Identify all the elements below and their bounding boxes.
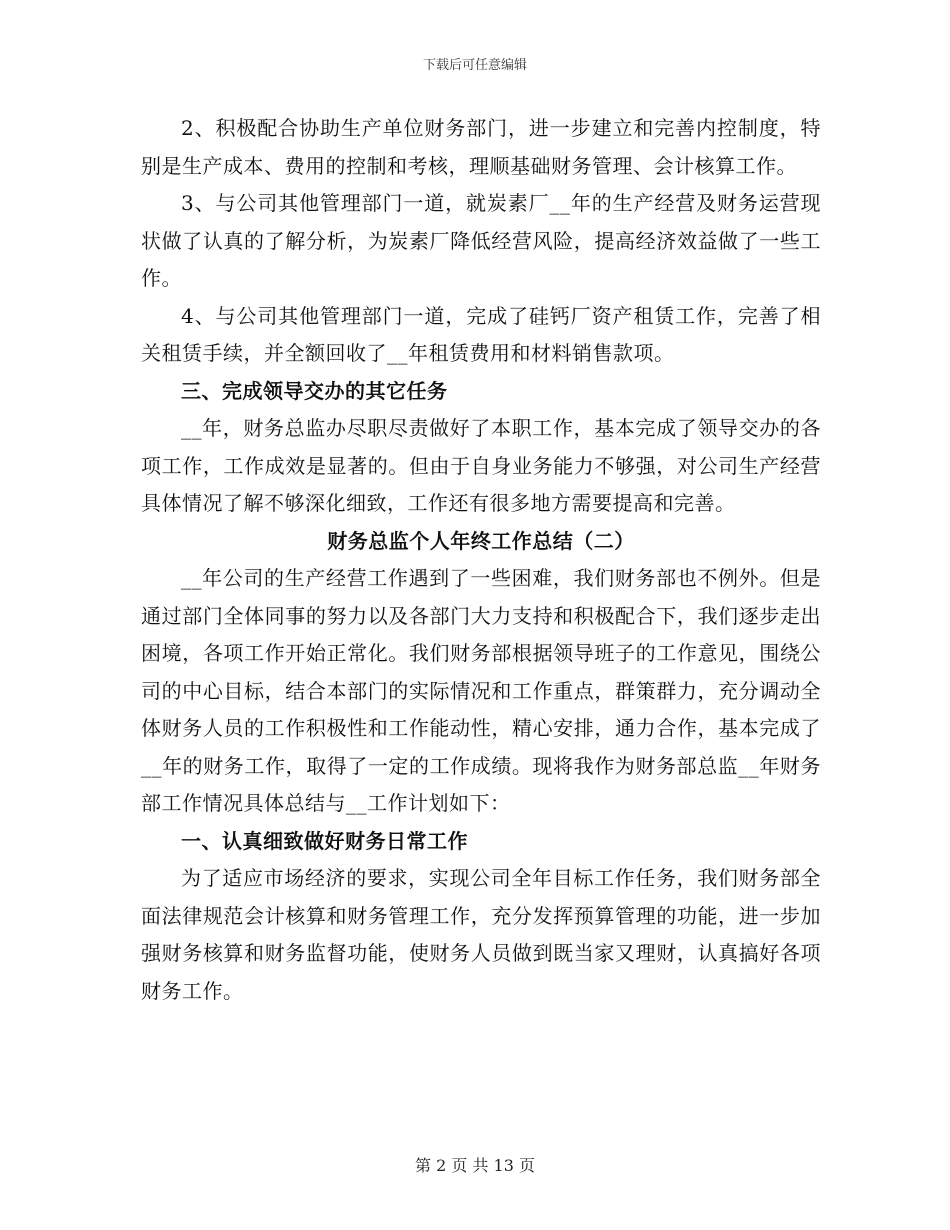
section-heading-3: 三、完成领导交办的其它任务 <box>181 378 448 403</box>
paragraph-item-2: 2、积极配合协助生产单位财务部门，进一步建立和完善内控制度，特别是生产成本、费用的控制和考核，理顺基础财务管理、会计核算工作。 <box>141 116 821 178</box>
document-body <box>141 110 821 1010</box>
paragraph-summary: __年，财务总监办尽职尽责做好了本职工作，基本完成了领导交办的各项工作，工作成效是显著的。但由于自身业务能力不够强，对公司生产经营具体情况了解不够深化细致，工作还有很多地方需要提高和完善。 <box>141 416 821 515</box>
header-note: 下载后可任意编辑 <box>422 58 527 73</box>
paragraph-intro: __年公司的生产经营工作遇到了一些困难，我们财务部也不例外。但是通过部门全体同事的努力以及各部门大力支持和积极配合下，我们逐步走出困境，各项工作开始正常化。我们财务部根据领导班子的工作意见，围绕公司的中心目标，结合本部门的实际情况和工作重点，群策群力，充分调动全体财务人员的工作积极性和工作能动性，精心安排，通力合作，基本完成了__年的财务工作，取得了一定的工作成绩。现将我作为财务部总监__年财务部工作情况具体总结与__工作计划如下： <box>141 566 821 815</box>
section-heading-1: 一、认真细致做好财务日常工作 <box>181 828 468 853</box>
paragraph-section-1: 为了适应市场经济的要求，实现公司全年目标工作任务，我们财务部全面法律规范会计核算和财务管理工作，充分发挥预算管理的功能，进一步加强财务核算和财务监督功能，使财务人员做到既当家又理财，认真搞好各项财务工作。 <box>141 866 821 1003</box>
paragraph-item-3: 3、与公司其他管理部门一道，就炭素厂__年的生产经营及财务运营现状做了认真的了解分析，为炭素厂降低经营风险，提高经济效益做了一些工作。 <box>141 191 821 290</box>
document-title: 财务总监个人年终工作总结（二） <box>327 528 635 553</box>
page-footer: 第 2 页 共 13 页 <box>415 1156 535 1175</box>
paragraph-item-4: 4、与公司其他管理部门一道，完成了硅钙厂资产租赁工作，完善了相关租赁手续，并全额回收了__年租赁费用和材料销售款项。 <box>141 303 821 365</box>
